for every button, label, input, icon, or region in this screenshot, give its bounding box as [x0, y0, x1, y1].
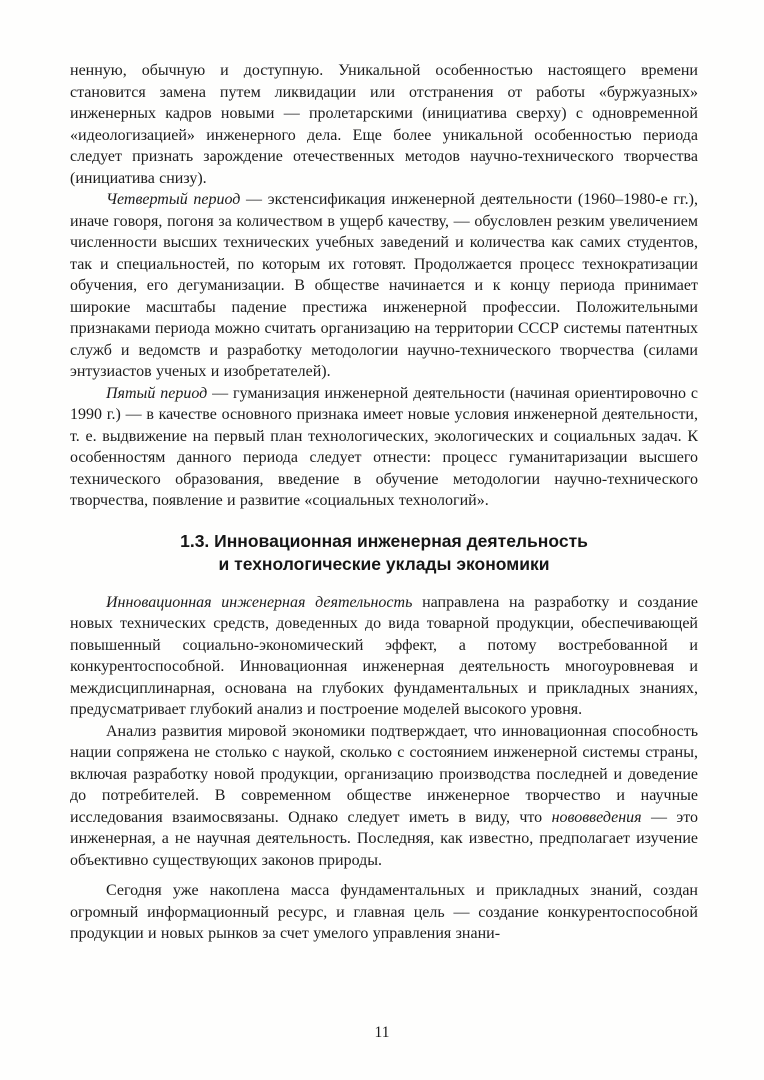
section-heading	[70, 530, 698, 576]
paragraph-6-text: Сегодня уже накоплена масса фундаментальных и прикладных знаний, создан огромный информационный ресурс, и главная цель — создание конкурентоспособной продукции и новых рынков за счет умелого управления знани-	[70, 882, 698, 942]
section-heading-line1: 1.3. Инновационная инженерная деятельность	[180, 530, 588, 551]
paragraph-4-lead-italic: Инновационная инженерная деятельность	[106, 593, 413, 611]
paragraph-4-text: направлена на разработку и создание новых технических средств, доведенных до вида товарной продукции, обеспечивающей повышенный социально-экономический эффект, а потому востребованной и конкурентоспособной. Инновационная инженерная деятельность многоуровневая и междисциплинарная, основана на глубоких фундаментальных и прикладных знаниях, предусматривает глубокий анализ и построение моделей высокого уровня.	[70, 593, 699, 718]
paragraph-6	[70, 880, 698, 945]
paragraph-4	[70, 592, 698, 721]
paragraph-2	[70, 189, 698, 383]
paragraph-5-text-after: — это инженерная, а не научная деятельность. Последняя, как известно, предполагает изучение объективно существующих законов природы.	[70, 808, 698, 869]
page-text-block	[70, 60, 698, 945]
paragraph-1	[70, 60, 698, 189]
paragraph-5-text-before: Анализ развития мировой экономики подтверждает, что инновационная способность нации сопряжена не столько с наукой, сколько с состоянием инженерной системы страны, включая разработку новой продукции, организацию производства последней и доведение до потребителей. В современном обществе инженерное творчество и научные исследования взаимосвязаны. Однако следует иметь в виду, что	[70, 722, 698, 826]
section-heading-line2: и технологические уклады экономики	[218, 553, 550, 574]
paragraph-3-text: — гуманизация инженерной деятельности (начиная ориентировочно с 1990 г.) — в качестве основного признака имеет новые условия инженерной деятельности, т. е. выдвижение на первый план технологических, экологических и социальных задач. К особенностям данного периода следует отнести: процесс гуманитаризации высшего технического образования, введение в обучение методологии научно-технического творчества, появление и развитие «социальных технологий».	[70, 384, 698, 509]
paragraph-2-lead-italic: Четвертый период	[106, 191, 241, 208]
paragraph-5-italic-term: нововведения	[551, 808, 642, 826]
paragraph-3-lead-italic: Пятый период	[106, 384, 208, 402]
paragraph-3	[70, 383, 698, 512]
paragraph-5	[70, 721, 698, 872]
paragraph-2-text: — экстенсификация инженерной деятельности (1960–1980-е гг.), иначе говоря, погоня за количеством в ущерб качеству, — обусловлен резким увеличением численности высших технических учебных заведений и количества как самих студентов, так и специальностей, по которым их готовят. Продолжается процесс технократизации обучения, его дегуманизации. В обществе начинается и к концу периода принимает широкие масштабы падение престижа инженерной профессии. Положительными признаками периода можно считать организацию на территории СССР системы патентных служб и ведомств и разработку методологии научно-технического творчества (силами энтузиастов ученых и изобретателей).	[70, 191, 698, 380]
page-number: 11	[374, 1024, 390, 1041]
paragraph-1-text: ненную, обычную и доступную. Уникальной особенностью настоящего времени становится замена путем ликвидации или отстранения от работы «буржуазных» инженерных кадров новыми — пролетарскими (инициатива сверху) с одновременной «идеологизацией» инженерного дела. Еще более уникальной особенностью периода следует признать зарождение отечественных методов научно-технического творчества (инициатива снизу).	[70, 62, 698, 187]
